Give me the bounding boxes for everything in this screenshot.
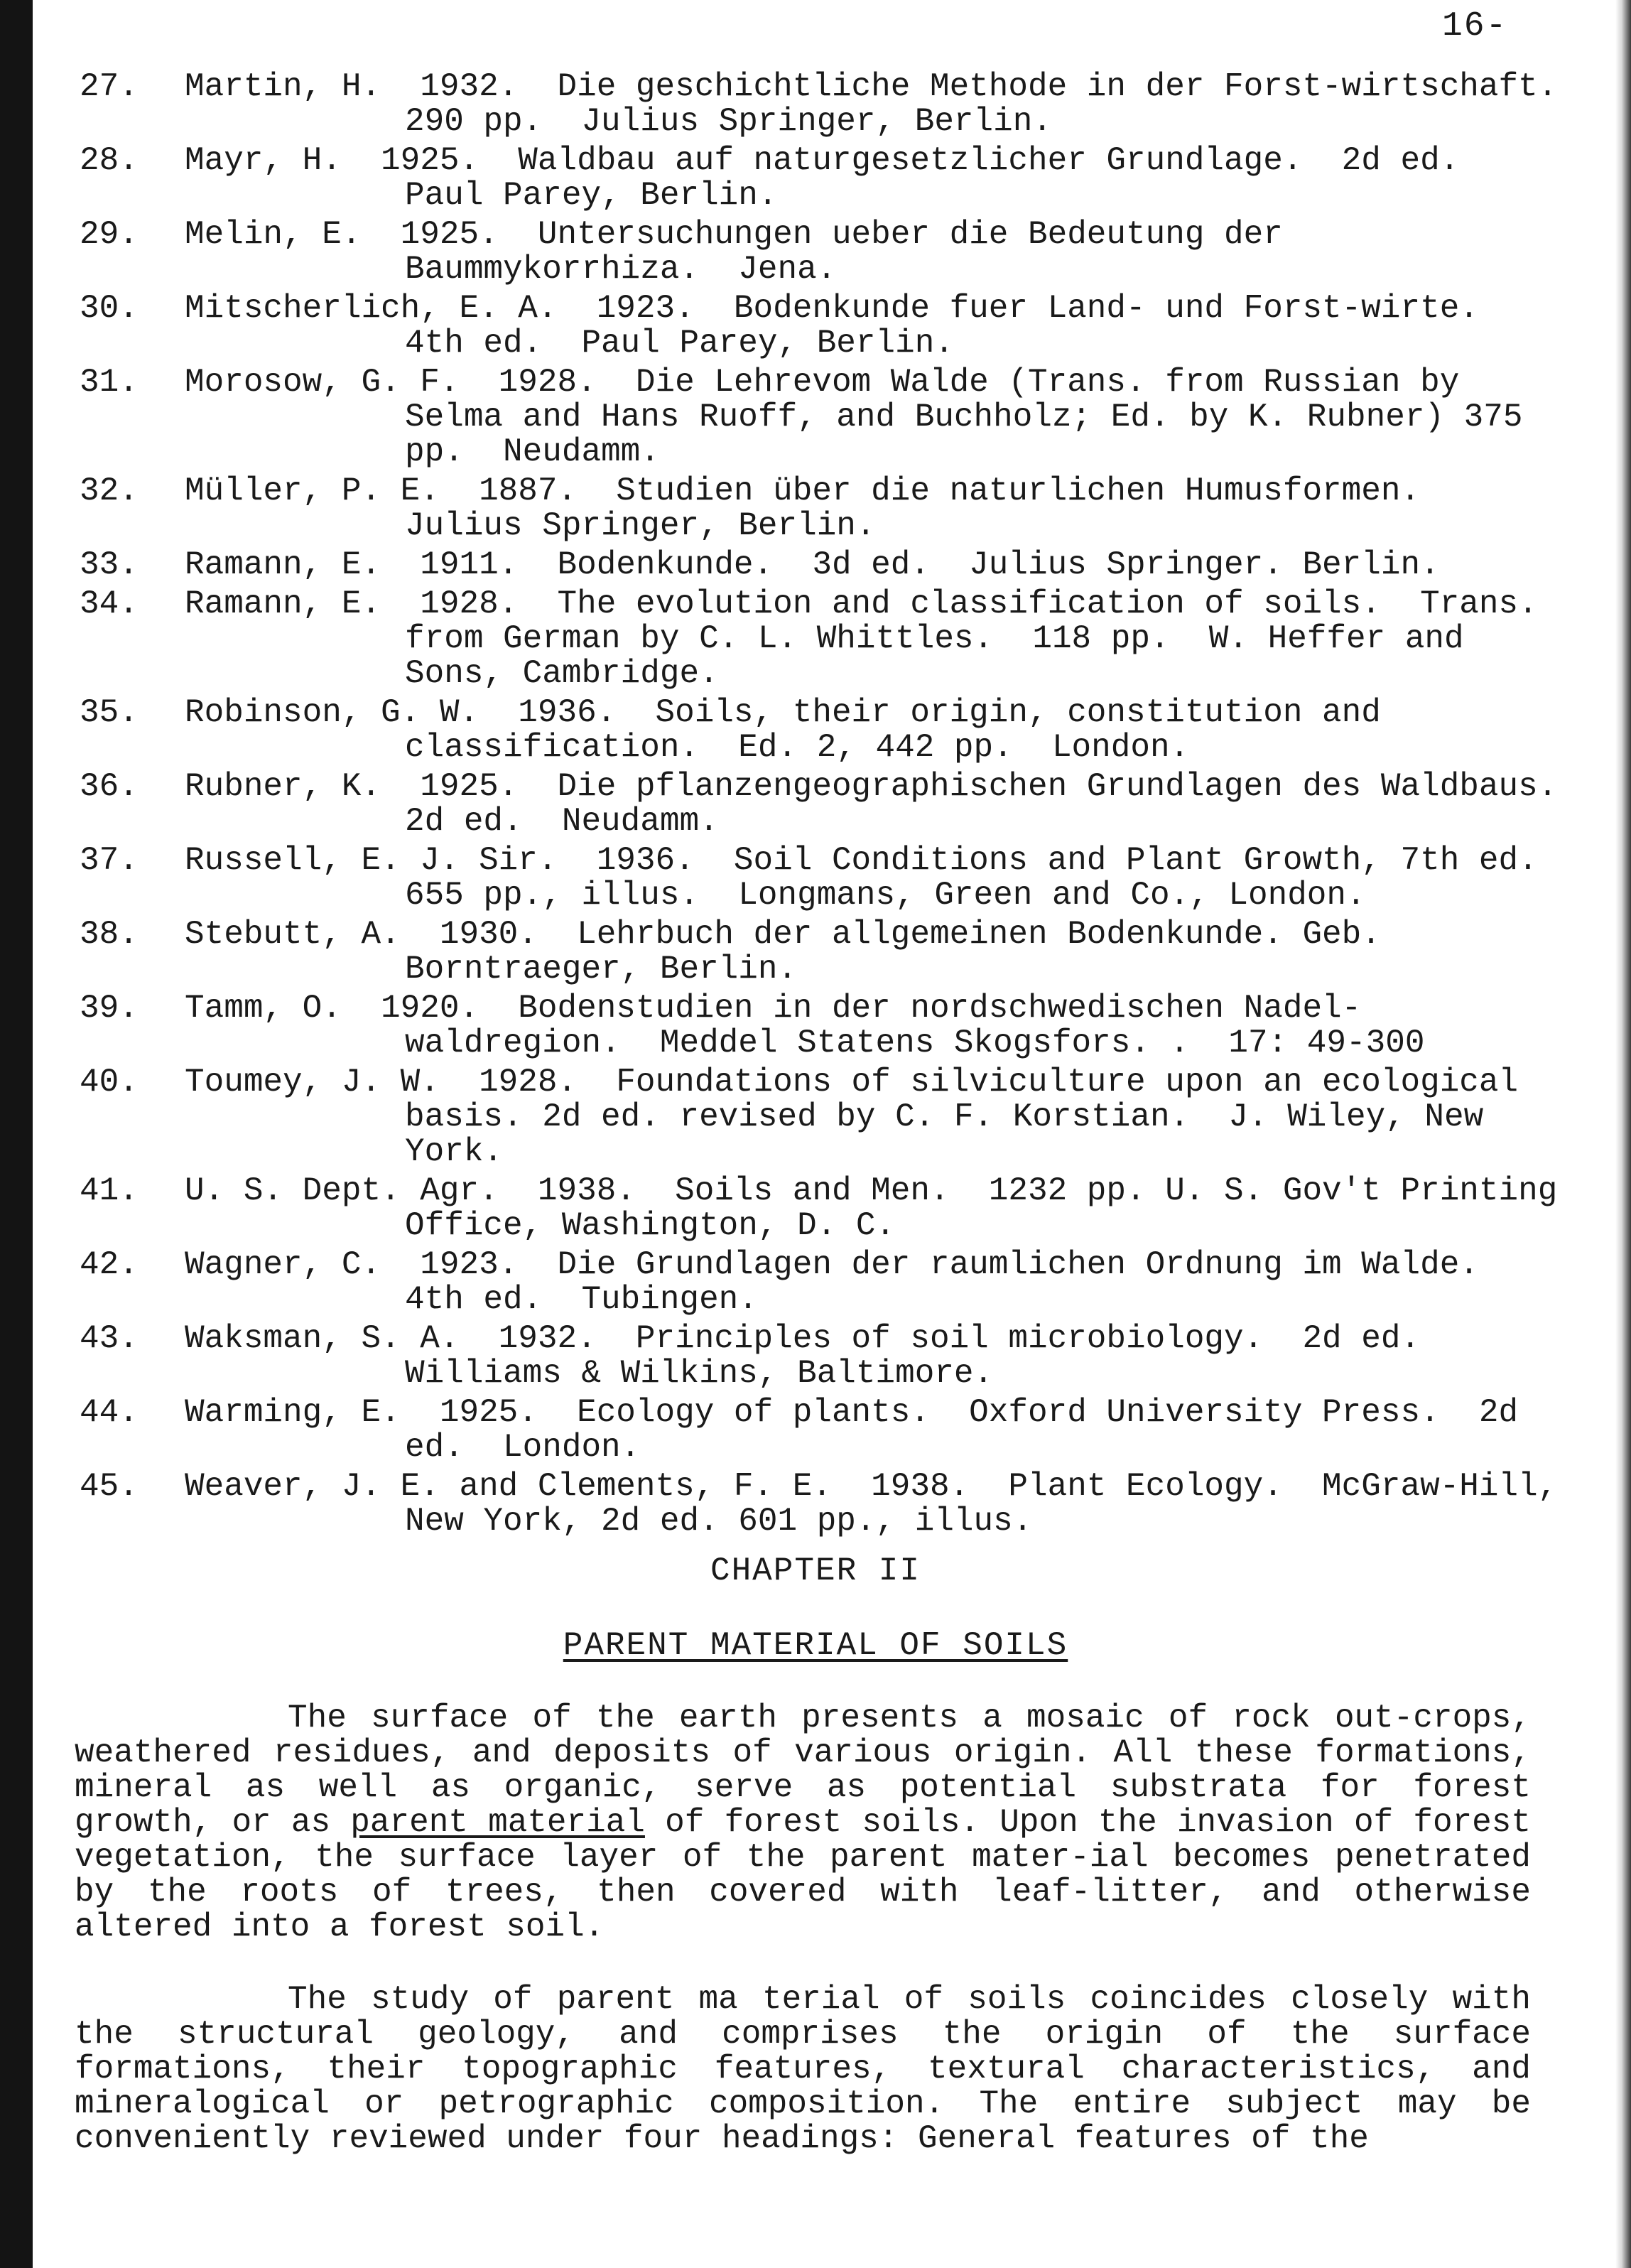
reference-item [80, 548, 1571, 583]
reference-number: 28. [80, 142, 139, 179]
body-paragraph: The study of parent ma terial of soils coincides closely with the structural geology, and comprises the origin of the surface formations, their topographic features, textural characteristics, and mineralogical or petrographic composition. The entire subject may be conveniently reviewed under four headings: General features of the [75, 1981, 1531, 2157]
reference-item [80, 217, 1571, 287]
scan-border-left [0, 0, 33, 2268]
section-title [0, 1627, 1631, 1664]
reference-item [80, 1248, 1571, 1317]
reference-text: Warming, E. 1925. Ecology of plants. Oxford University Press. 2d ed. London. [185, 1394, 1538, 1466]
reference-item [80, 68, 1597, 140]
reference-item [80, 1322, 1571, 1391]
reference-text: Ramann, E. 1911. Bodenkunde. 3d ed. Julius Springer. Berlin. [185, 546, 1440, 583]
reference-number: 31. [80, 364, 139, 401]
reference-text: Ramann, E. 1928. The evolution and classification of soils. Trans. from German by C. L. Whittles. 118 pp. W. Heffer and Sons, Cambridge. [185, 585, 1558, 692]
reference-text: Toumey, J. W. 1928. Foundations of silviculture upon an ecological basis. 2d ed. revised by C. F. Korstian. J. Wiley, New York. [185, 1064, 1538, 1170]
reference-number: 42. [80, 1246, 139, 1283]
reference-number: 43. [80, 1320, 139, 1357]
reference-number: 45. [80, 1468, 139, 1505]
reference-number: 35. [80, 694, 139, 731]
paragraph-text: The surface of the earth presents a mosaic of rock out-crops, weathered residues, and deposits of various origin. All these formations, mineral as well as organic, serve as potential substrata for forest growth, or as [75, 1700, 1531, 1841]
reference-text: Müller, P. E. 1887. Studien über die naturlichen Humusformen. Julius Springer, Berlin. [185, 472, 1460, 544]
reference-number: 39. [80, 990, 139, 1027]
emphasized-term: parent material [350, 1804, 645, 1841]
reference-text: Martin, H. 1932. Die geschichtliche Methode in der Forst-wirtschaft. 290 pp. Julius Springer, Berlin. [185, 68, 1597, 140]
chapter-heading: CHAPTER II [710, 1552, 921, 1589]
reference-list [80, 68, 1597, 1543]
reference-number: 38. [80, 916, 139, 953]
reference-item [80, 144, 1571, 213]
reference-number: 36. [80, 768, 139, 805]
reference-number: 32. [80, 472, 139, 509]
reference-item [80, 587, 1571, 691]
reference-item [80, 991, 1571, 1061]
reference-number: 37. [80, 842, 139, 879]
reference-number: 30. [80, 290, 139, 327]
reference-text: U. S. Dept. Agr. 1938. Soils and Men. 1232 pp. U. S. Gov't Printing Office, Washington, D. C. [185, 1172, 1577, 1244]
reference-text: Stebutt, A. 1930. Lehrbuch der allgemeinen Bodenkunde. Geb. Borntraeger, Berlin. [185, 916, 1401, 988]
reference-item [80, 474, 1571, 544]
reference-item [80, 917, 1571, 987]
reference-item [80, 291, 1571, 361]
reference-number: 41. [80, 1172, 139, 1209]
reference-number: 27. [80, 68, 139, 105]
reference-text: Melin, E. 1925. Untersuchungen ueber die Bedeutung der Baummykorrhiza. Jena. [185, 216, 1303, 288]
reference-number: 33. [80, 546, 139, 583]
reference-number: 29. [80, 216, 139, 253]
reference-item [80, 696, 1571, 765]
reference-item [80, 768, 1597, 840]
reference-text: Mayr, H. 1925. Waldbau auf naturgesetzlicher Grundlage. 2d ed. Paul Parey, Berlin. [185, 142, 1499, 214]
reference-number: 34. [80, 585, 139, 622]
reference-text: Waksman, S. A. 1932. Principles of soil microbiology. 2d ed. Williams & Wilkins, Baltimore. [185, 1320, 1460, 1392]
reference-text: Robinson, G. W. 1936. Soils, their origin, constitution and classification. Ed. 2, 442 pp. London. [185, 694, 1401, 766]
paragraph-text: of forest soils. Upon the invasion of forest vegetation, the surface layer of the parent mater-ial becomes penetrated by the roots of trees, then covered with leaf-litter, and otherwise altered into a forest soil. [75, 1804, 1531, 1945]
body-paragraph [75, 1701, 1531, 1945]
reference-text: Mitscherlich, E. A. 1923. Bodenkunde fuer Land- und Forst-wirte. 4th ed. Paul Parey, Berlin. [185, 290, 1519, 362]
section-title-text: PARENT MATERIAL OF SOILS [563, 1627, 1068, 1664]
reference-item [80, 1395, 1571, 1465]
reference-text: Wagner, C. 1923. Die Grundlagen der raumlichen Ordnung im Walde. 4th ed. Tubingen. [185, 1246, 1519, 1318]
reference-text: Weaver, J. E. and Clements, F. E. 1938. Plant Ecology. McGraw-Hill, New York, 2d ed. 601 pp., illus. [185, 1468, 1577, 1540]
reference-item [80, 1468, 1577, 1540]
reference-item [80, 365, 1571, 470]
reference-number: 40. [80, 1064, 139, 1101]
reference-text: Rubner, K. 1925. Die pflanzengeographischen Grundlagen des Waldbaus. 2d ed. Neudamm. [185, 768, 1597, 840]
reference-text: Tamm, O. 1920. Bodenstudien in der nordschwedischen Nadel-waldregion. Meddel Statens Skogsfors. . 17: 49-300 [185, 990, 1425, 1062]
reference-text: Morosow, G. F. 1928. Die Lehrevom Walde (Trans. from Russian by Selma and Hans Ruoff, and Buchholz; Ed. by K. Rubner) 375 pp. Neudamm. [185, 364, 1543, 470]
reference-item [80, 843, 1571, 913]
reference-item [80, 1172, 1577, 1244]
scan-border-right [1615, 0, 1631, 2268]
page-number: 16- [1442, 7, 1508, 45]
reference-text: Russell, E. J. Sir. 1936. Soil Conditions and Plant Growth, 7th ed. 655 pp., illus. Longmans, Green and Co., London. [185, 842, 1558, 914]
reference-item [80, 1065, 1571, 1170]
reference-number: 44. [80, 1394, 139, 1431]
